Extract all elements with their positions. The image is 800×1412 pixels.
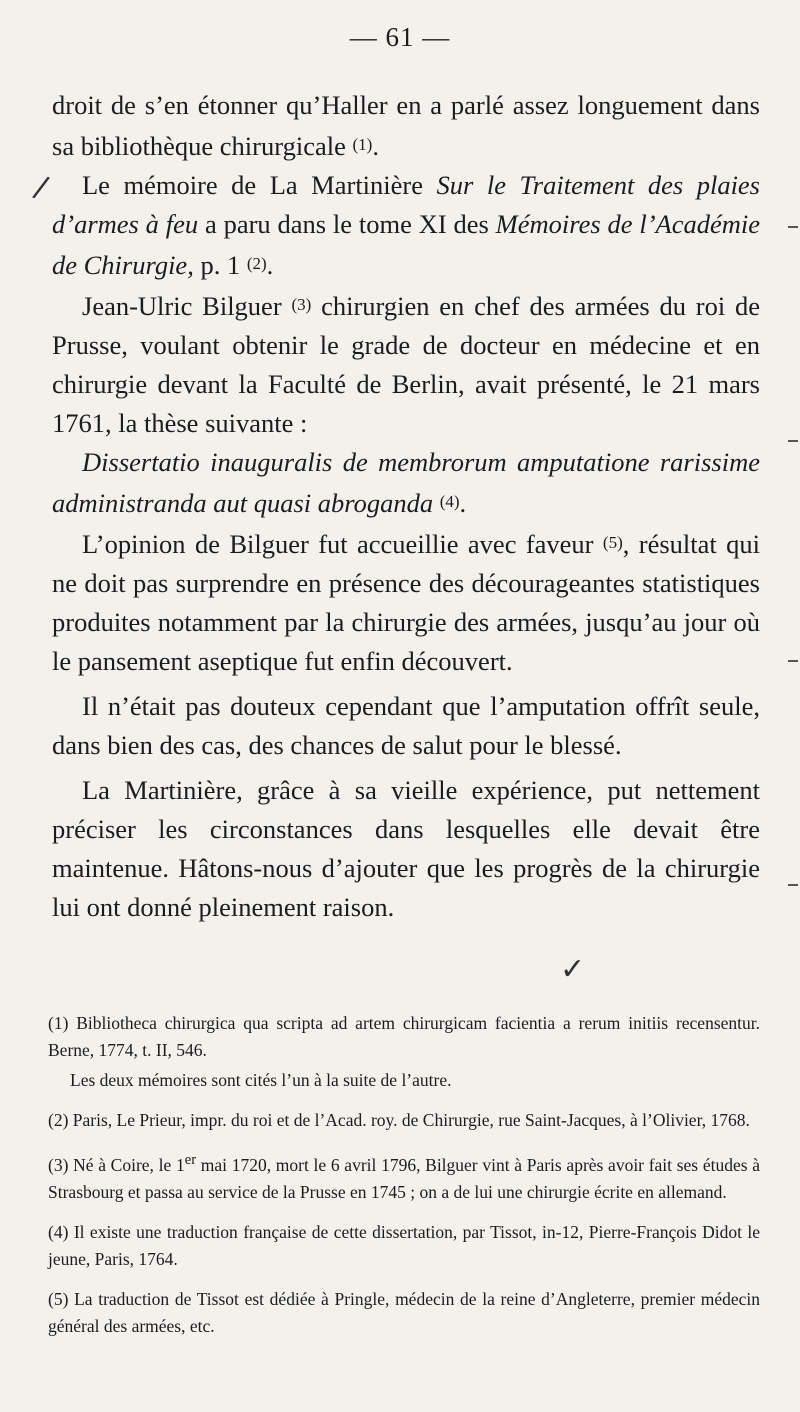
footnote-1-number: (1) — [48, 1013, 69, 1033]
footnote-4 — [48, 1219, 760, 1273]
paragraph-5-text: , résultat qui ne doit pas surprendre en présence des décourageantes statistiques produites notamment par la chirurgie des armées, jusqu’au jour où le pansement aseptique fut enfin découvert. — [52, 529, 760, 676]
paragraph-2-post: p. 1 — [193, 250, 247, 280]
paragraph-1-end: . — [372, 131, 379, 161]
footnote-ref-2: (2) — [246, 254, 267, 273]
footnote-5-number: (5) — [48, 1288, 69, 1309]
footnote-2-text: Paris, Le Prieur, impr. du roi et de l’Acad. roy. de Chirurgie, rue Saint-Jacques, à l’Olivier, 1768. — [68, 1110, 750, 1130]
memoires-title: Mémoires de l’Académie de Chirurgie, — [52, 209, 760, 280]
footnote-4-text: Il existe une traduction française de cette dissertation, par Tissot, in-12, Pierre-François Didot le jeune, Paris, 1764. — [48, 1221, 760, 1269]
treatise-title: Sur le Traitement des plaies d’armes à feu — [52, 170, 761, 239]
footnote-1-continuation: Les deux mémoires sont cités l’un à la suite de l’autre. — [70, 1070, 452, 1090]
paragraph-6: Il n’était pas douteux cependant que l’amputation offrît seule, dans bien des cas, des chances de salut pour le blessé. — [52, 691, 760, 760]
footnote-ref-1: (1) — [352, 135, 373, 154]
paragraph-1 — [52, 86, 760, 166]
paragraph-2-pre: Le mémoire de La Martinière — [82, 170, 437, 200]
footnote-1 — [48, 1010, 760, 1064]
dissertation-title: Dissertatio inauguralis de membrorum amputatione rarissime administranda aut quasi abroganda — [52, 447, 760, 518]
paragraph-3-pre: Jean-Ulric Bilguer — [82, 291, 292, 321]
edge-mark — [788, 660, 798, 662]
footnote-3-text: mai 1720, mort le 6 avril 1796, Bilguer vint à Paris après avoir fait ses études à Strasbourg et passa au service de la Prusse en 1745 ; on a de lui une chirurgie écrite en allemand. — [48, 1154, 760, 1202]
footnote-3-pre: Né à Coire, le 1 — [68, 1154, 185, 1175]
paragraph-4 — [52, 443, 760, 523]
footnote-ref-5: (5) — [602, 533, 623, 552]
edge-mark — [788, 226, 798, 228]
footnotes — [48, 1010, 760, 1353]
footnote-2-number: (2) — [48, 1110, 69, 1130]
paragraph-3 — [52, 285, 760, 443]
margin-slash-mark: / — [30, 169, 52, 206]
paragraph-2-end: . — [266, 250, 274, 280]
footnote-3 — [48, 1147, 760, 1206]
paragraph-2 — [52, 166, 760, 285]
end-check-mark: ✓ — [560, 952, 586, 987]
paragraph-5 — [52, 523, 760, 681]
paragraph-3-text: chirurgien en chef des armées du roi de Prusse, voulant obtenir le grade de docteur en médecine et en chirurgie devant la Faculté de Berlin, avait présenté, le 21 mars 1761, la thèse suivante : — [52, 291, 760, 438]
body-text — [52, 86, 760, 927]
footnote-2 — [48, 1107, 760, 1134]
paragraph-7: La Martinière, grâce à sa vieille expérience, put nettement préciser les circonstances dans lesquelles elle devait être maintenue. Hâtons-nous d’ajouter que les progrès de la chirurgie lui ont donné pleinement raison. — [52, 775, 760, 922]
footnote-ref-4: (4) — [439, 492, 460, 511]
footnote-ref-3: (3) — [291, 295, 312, 314]
paragraph-1-text: droit de s’en étonner qu’Haller en a parlé assez longuement dans sa bibliothèque chirurgicale — [52, 90, 760, 161]
edge-mark — [788, 884, 798, 886]
page-number: — 61 — — [349, 22, 451, 52]
footnote-5 — [48, 1286, 760, 1340]
edge-mark — [788, 440, 798, 442]
footnote-3-sup: er — [184, 1152, 197, 1168]
footnote-3-number: (3) — [48, 1154, 69, 1175]
footnote-5-text: La traduction de Tissot est dédiée à Pringle, médecin de la reine d’Angleterre, premier médecin général des armées, etc. — [48, 1288, 760, 1336]
paragraph-2-mid: a paru dans le tome XI des — [198, 209, 496, 239]
paragraph-4-end: . — [459, 488, 467, 518]
paragraph-5-pre: L’opinion de Bilguer fut accueillie avec faveur — [82, 529, 603, 559]
footnote-4-number: (4) — [48, 1221, 69, 1242]
footnote-1-text: Bibliotheca chirurgica qua scripta ad artem chirurgicam facientia a rerum initiis recensentur. Berne, 1774, t. II, 546. — [48, 1013, 760, 1060]
